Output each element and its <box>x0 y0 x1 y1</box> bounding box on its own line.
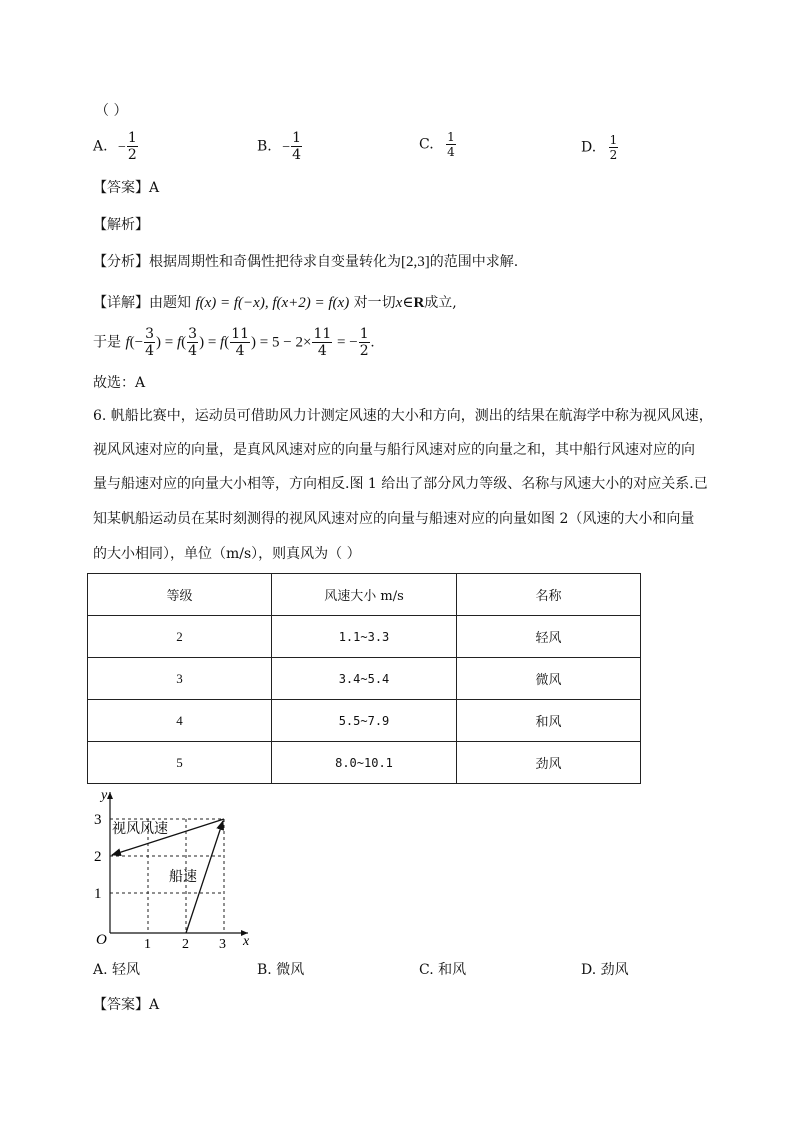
option-fraction: $\frac{1}{2}$ <box>609 133 618 162</box>
table-cell: 3.4~5.4 <box>272 658 457 700</box>
table-cell: 4 <box>88 700 272 742</box>
question-6-line: 知某帆船运动员在某时刻测得的视风风速对应的向量与船速对应的向量如图 2（风速的大小和向量 <box>93 511 695 527</box>
option-b: B. 微风 <box>257 962 305 978</box>
detail-line: 【详解】由题知 f(x) = f(−x), f(x+2) = f(x) 对一切x∈R成立, <box>93 295 457 311</box>
x-tick-label: 1 <box>144 937 151 952</box>
option-b <box>257 131 303 162</box>
option-letter: C. <box>419 136 434 153</box>
question-6-line: 视风风速对应的向量，是真风风速对应的向量与船行风速对应的向量之和，其中船行风速对应的向 <box>93 442 695 458</box>
option-c <box>419 131 457 158</box>
option-letter: D. <box>581 139 597 156</box>
question-6-line: 的大小相同），单位（m/s），则真风为（ ） <box>93 546 361 562</box>
wind-level-table <box>87 573 641 784</box>
answer-label: 【答案】A <box>93 997 160 1013</box>
option-letter: B. <box>257 138 272 155</box>
option-sign: − <box>282 139 291 155</box>
y-axis-arrow-icon <box>107 792 113 799</box>
equation-line: 于是 f(− $\frac{3}{4}$ ) = f( $\frac{3}{4}$ ) = f( $\frac{11}{4}$ ) = 5 − 2× $\frac{11}{4}$ = − $\frac{1}{2}$ . <box>93 326 375 359</box>
x-axis-label: x <box>243 934 250 949</box>
table-row <box>88 742 641 784</box>
option-fraction: $\frac{1}{2}$ <box>127 130 137 163</box>
table-cell: 5.5~7.9 <box>272 700 457 742</box>
analysis-heading: 【解析】 <box>93 217 149 233</box>
table-cell: 3 <box>88 658 272 700</box>
table-cell: 5 <box>88 742 272 784</box>
question-6-line: 量与船速对应的向量大小相等，方向相反.图 1 给出了部分风力等级、名称与风速大小的对应关系.已 <box>93 476 708 492</box>
table-header-cell: 风速大小 m/s <box>272 574 457 616</box>
option-c: C. 和风 <box>419 962 467 978</box>
table-cell: 和风 <box>457 700 641 742</box>
table-row <box>88 616 641 658</box>
origin-label: O <box>96 932 107 948</box>
option-a <box>93 131 139 162</box>
table-header-cell: 等级 <box>88 574 272 616</box>
y-tick-label: 3 <box>94 812 102 828</box>
table-row <box>88 658 641 700</box>
y-axis-label: y <box>101 788 108 803</box>
question-paren: （ ） <box>95 103 128 119</box>
x-tick-label: 3 <box>219 937 226 952</box>
table-row <box>88 700 641 742</box>
analysis-line: 【分析】根据周期性和奇偶性把待求自变量转化为[2,3]的范围中求解. <box>93 254 519 270</box>
ship-speed-label: 船速 <box>169 870 197 885</box>
choice-conclusion: 故选：A <box>93 375 146 391</box>
option-fraction: $\frac{1}{4}$ <box>292 130 302 163</box>
y-tick-label: 2 <box>94 849 102 865</box>
x-tick-label: 2 <box>182 937 189 952</box>
table-cell: 轻风 <box>457 616 641 658</box>
option-letter: A. <box>93 138 108 155</box>
y-tick-label: 1 <box>94 886 102 902</box>
table-header-cell: 名称 <box>457 574 641 616</box>
question-6-line: 6. 帆船比赛中，运动员可借助风力计测定风速的大小和方向，测出的结果在航海学中称为视风风速， <box>93 408 713 424</box>
vector-figure <box>88 786 263 952</box>
option-d <box>581 134 619 161</box>
answer-label: 【答案】A <box>93 180 160 196</box>
table-cell: 2 <box>88 616 272 658</box>
apparent-wind-label: 视风风速 <box>112 822 168 837</box>
option-a: A. 轻风 <box>93 962 141 978</box>
table-cell: 微风 <box>457 658 641 700</box>
table-cell: 劲风 <box>457 742 641 784</box>
option-d: D. 劲风 <box>581 962 629 978</box>
option-sign: − <box>118 139 126 155</box>
table-cell: 1.1~3.3 <box>272 616 457 658</box>
option-fraction: $\frac{1}{4}$ <box>447 130 455 159</box>
table-header-row <box>88 574 641 616</box>
table-cell: 8.0~10.1 <box>272 742 457 784</box>
